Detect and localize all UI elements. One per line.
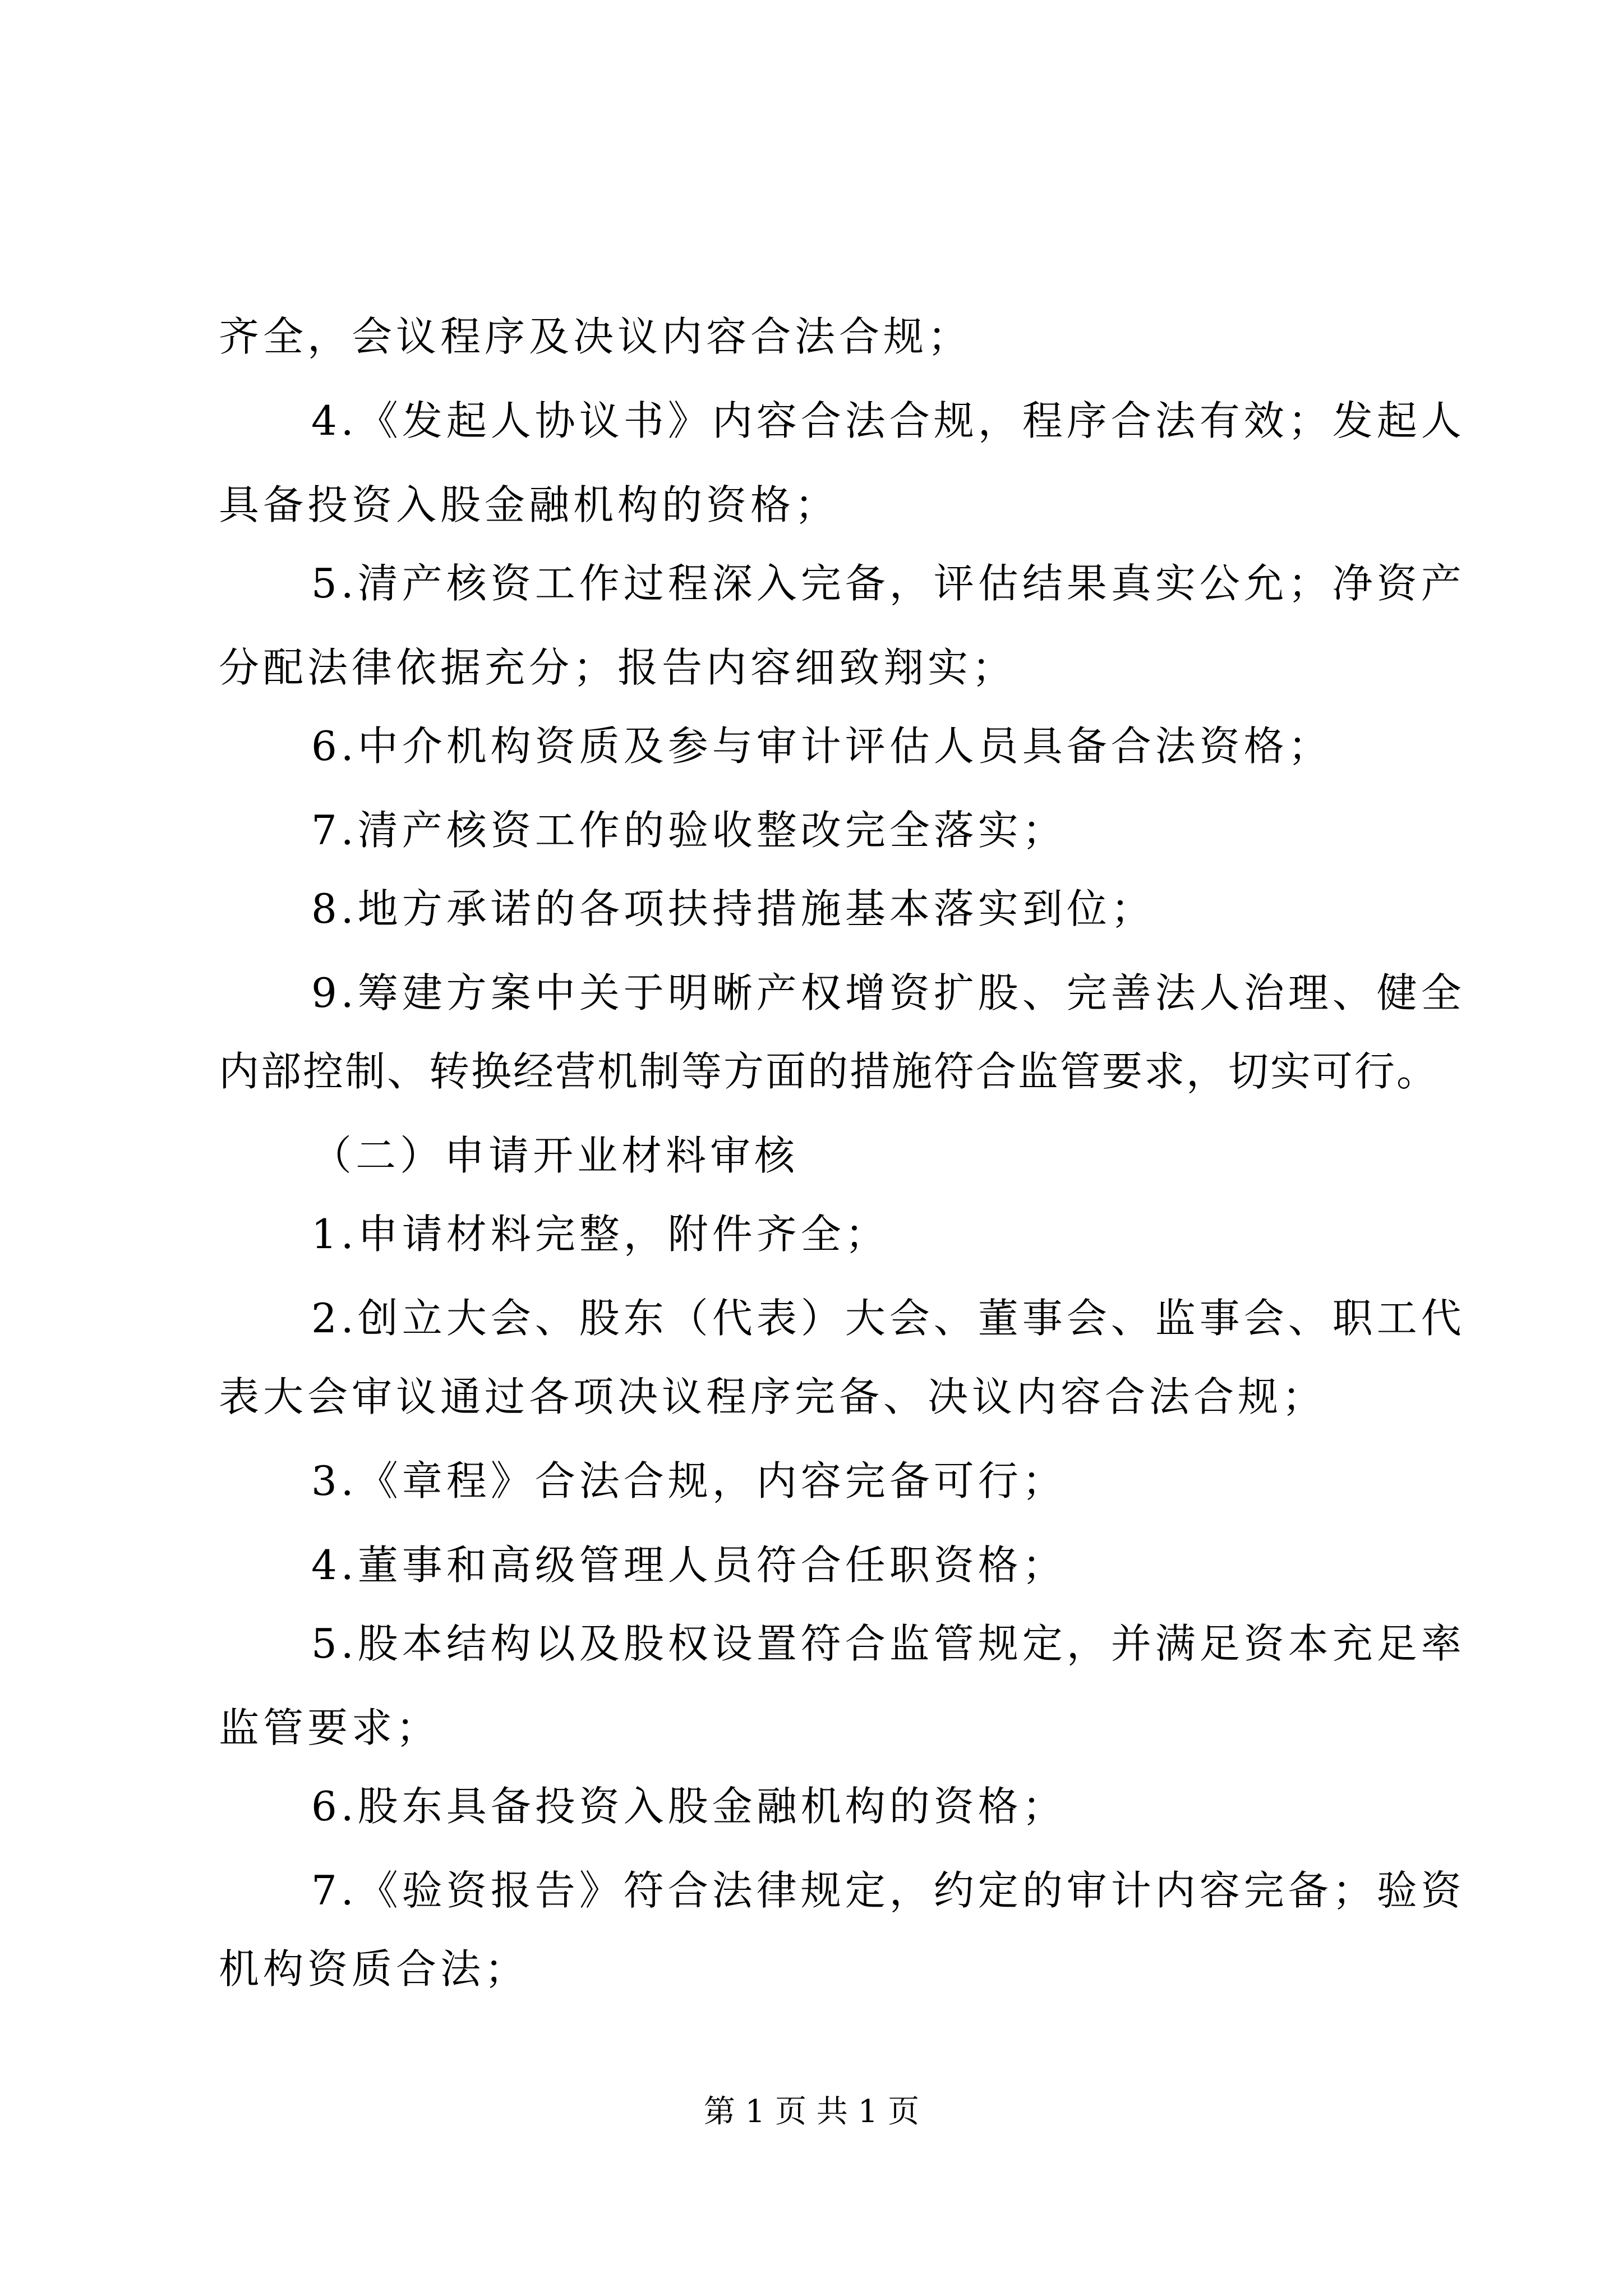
text-line: 5.股本结构以及股权设置符合监管规定，并满足资本充足率 — [311, 1620, 1465, 1667]
text-line: 机构资质合法； — [219, 1945, 529, 1993]
text-line: 内部控制、转换经营机制等方面的措施符合监管要求，切实可行。 — [219, 1048, 1439, 1095]
text-line: 分配法律依据充分；报告内容细致翔实； — [219, 644, 1017, 691]
text-line: 9.筹建方案中关于明晰产权增资扩股、完善法人治理、健全 — [311, 969, 1465, 1016]
text-line: 2.创立大会、股东（代表）大会、董事会、监事会、职工代 — [311, 1295, 1465, 1342]
text-line: 7.《验资报告》符合法律规定，约定的审计内容完备；验资 — [311, 1867, 1465, 1914]
text-line: 8.地方承诺的各项扶持措施基本落实到位； — [311, 885, 1155, 932]
text-line: 1.申请材料完整，附件齐全； — [311, 1211, 889, 1258]
text-line: 6.股东具备投资入股金融机构的资格； — [311, 1783, 1067, 1830]
page-footer: 第 1 页 共 1 页 — [703, 2093, 920, 2130]
text-line: 齐全，会议程序及决议内容合法合规； — [219, 313, 972, 360]
text-line: 3.《章程》合法合规，内容完备可行； — [311, 1457, 1067, 1504]
text-line: 具备投资入股金融机构的资格； — [219, 481, 840, 528]
text-line: 6.中介机构资质及参与审计评估人员具备合法资格； — [311, 723, 1332, 770]
text-line: 监管要求； — [219, 1704, 441, 1751]
text-line: 表大会审议通过各项决议程序完备、决议内容合法合规； — [219, 1373, 1327, 1420]
text-line: 5.清产核资工作过程深入完备，评估结果真实公允；净资产 — [311, 560, 1465, 607]
text-line: 4.董事和高级管理人员符合任职资格； — [311, 1542, 1067, 1589]
section-heading: （二）申请开业材料审核 — [311, 1132, 799, 1179]
text-line: 4.《发起人协议书》内容合法合规，程序合法有效；发起人 — [311, 397, 1465, 444]
text-line: 7.清产核资工作的验收整改完全落实； — [311, 807, 1067, 854]
